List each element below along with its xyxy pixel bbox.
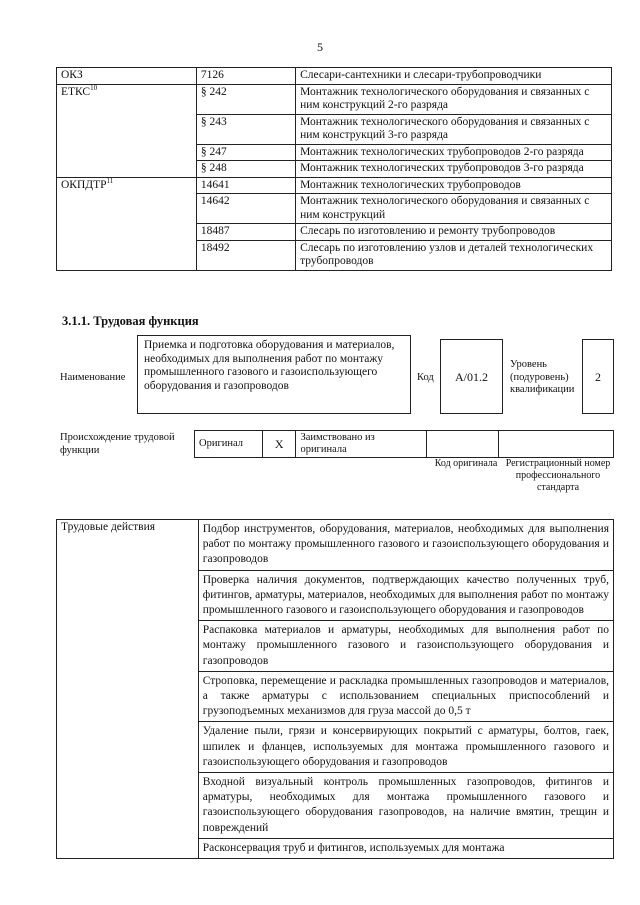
classifier-code: § 243: [196, 114, 295, 144]
classifier-name: Монтажник технологических трубопроводов 3-го разряда: [296, 161, 612, 178]
page-number: 5: [317, 40, 323, 54]
reg-number-caption: Регистрационный номер профессионального стандарта: [505, 458, 611, 493]
list-item: Распаковка материалов и арматуры, необходимых для выполнения работ по монтажу промышленного газового и газоиспользующего оборудования и газопроводов: [198, 621, 613, 672]
table-row: [57, 68, 612, 85]
classifier-code: 14642: [196, 194, 295, 224]
classifier-name: Слесарь по изготовлению узлов и деталей технологических трубопроводов: [296, 240, 612, 270]
classifier-name: Монтажник технологических трубопроводов: [296, 177, 612, 194]
level-label: Уровень (подуровень) квалификации: [510, 359, 575, 395]
classifier-name: Слесарь по изготовлению и ремонту трубопроводов: [296, 224, 612, 241]
code-caption: Код оригинала: [434, 458, 498, 469]
classifier-name: Монтажник технологического оборудования и связанных с ним конструкций 2-го разряда: [296, 84, 612, 114]
origin-code-cell: [427, 431, 499, 458]
footnote-mark: 10: [90, 83, 98, 92]
table-row: [57, 520, 614, 571]
classifier-name: Слесари-сантехники и слесари-трубопроводчики: [296, 68, 612, 85]
list-item: Расконсервация труб и фитингов, используемых для монтажа: [198, 838, 613, 858]
classifier-name: Монтажник технологического оборудования и связанных с ним конструкций 3-го разряда: [296, 114, 612, 144]
table-row: [57, 84, 612, 114]
classifier-code: § 242: [196, 84, 295, 114]
classifier-code: 18492: [196, 240, 295, 270]
classifier-name: Монтажник технологических трубопроводов 2-го разряда: [296, 144, 612, 161]
list-item: Входной визуальный контроль промышленных газопроводов, фитингов и арматуры, необходимых для монтажа промышленного газового и газоиспользующего оборудования газопроводов, на наличие вмятин, трещин и повреждений: [198, 773, 613, 839]
labor-actions-table: [56, 519, 614, 859]
list-item: Подбор инструментов, оборудования, материалов, необходимых для выполнения работ по монтажу промышленного газового и газоиспользующего оборудования и газопроводов: [198, 520, 613, 571]
list-item: Удаление пыли, грязи и консервирующих покрытий с арматуры, болтов, гаек, шпилек и фланцев, используемых для монтажа промышленного газового и газоиспользующего оборудования и газопроводов: [198, 722, 613, 773]
classifier-code: 14641: [196, 177, 295, 194]
origin-label: Происхождение трудовой функции: [60, 432, 175, 456]
classifier-name: Монтажник технологического оборудования и связанных с ним конструкций: [296, 194, 612, 224]
original-label: Оригинал: [195, 431, 263, 458]
classifier-code: § 247: [196, 144, 295, 161]
classifier-code: § 248: [196, 161, 295, 178]
name-label: Наименование: [60, 372, 126, 383]
function-name: Приемка и подготовка оборудования и материалов, необходимых для выполнения работ по монтажу промышленного газового и газоиспользующего оборудования и газопроводов: [137, 335, 411, 414]
classifier-code: 7126: [196, 68, 295, 85]
origin-reg-cell: [499, 431, 614, 458]
footnote-mark: 11: [106, 176, 114, 185]
classifier-code: 18487: [196, 224, 295, 241]
borrowed-label: Заимствовано из оригинала: [296, 431, 427, 458]
classifier-label: ОКПДТР$^{11}$: [57, 177, 197, 270]
function-code: A/01.2: [440, 339, 503, 414]
classifier-label: ОКЗ: [57, 68, 197, 85]
qualification-level: 2: [582, 339, 614, 414]
list-item: Проверка наличия документов, подтверждающих качество полученных труб, фитингов, арматуры, материалов, необходимых для выполнения работ по монтажу промышленного газового и газоиспользующего оборудования и газопроводов: [198, 570, 613, 621]
table-row: [195, 431, 614, 458]
classifier-table: [56, 67, 612, 271]
list-item: Строповка, перемещение и раскладка промышленных газопроводов и материалов, а также арматуры с использованием специальных приспособлений и грузоподъемных механизмов для груза массой до 0,5 т: [198, 671, 613, 722]
table-row: [57, 177, 612, 194]
code-label: Код: [417, 372, 434, 383]
labor-actions-label: Трудовые действия: [57, 520, 199, 859]
original-mark: X: [262, 431, 295, 458]
section-title: 3.1.1. Трудовая функция: [62, 314, 199, 328]
classifier-label: ЕТКС$^{10}$: [57, 84, 197, 177]
origin-table: [194, 430, 614, 458]
